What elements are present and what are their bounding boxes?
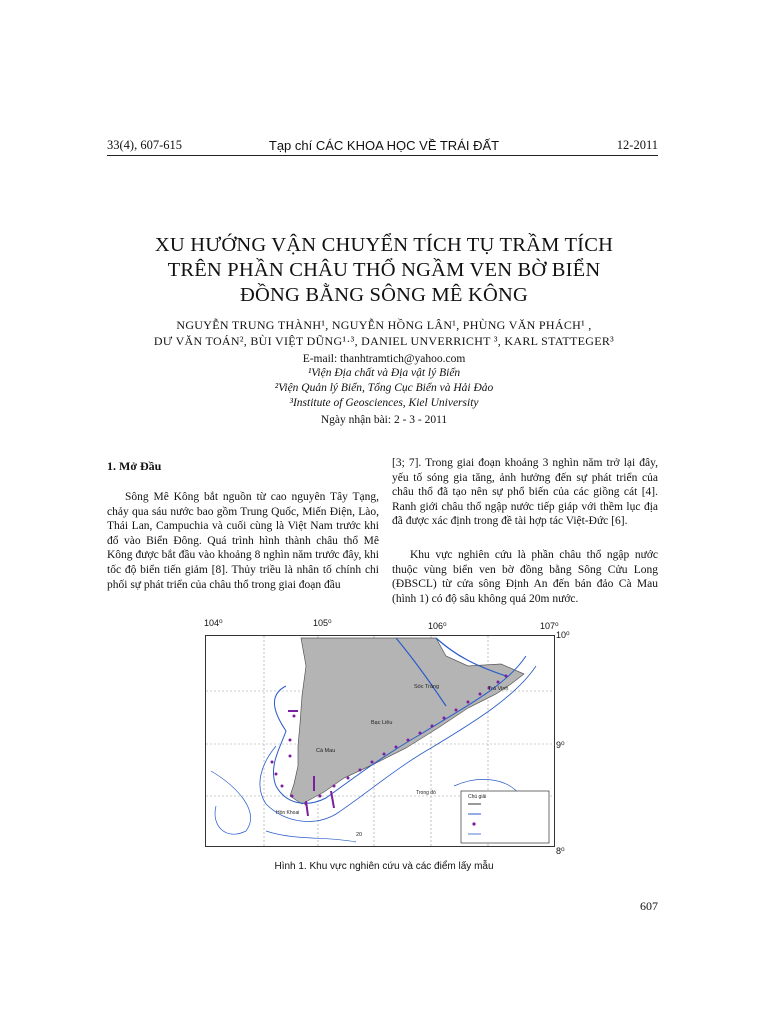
paper-title [80, 233, 688, 308]
place-label: Bạc Liêu [371, 720, 393, 726]
email: E-mail: thanhtramtich@yahoo.com [302, 353, 466, 365]
body-paragraph: [3; 7]. Trong giai đoạn khoảng 3 nghìn năm trở lại đây, yếu tố sóng gia tăng, ảnh hưởng đến sự phát triển của châu thổ đã tạo nên sự phổ biến của các giồng cát [4]. Ranh giới châu thổ ngập nước tiếp giáp với thềm lục địa đã được xác định trong đề tài hợp tác Việt-Đức [6]. [392, 457, 658, 528]
lon-label: 105⁰ [313, 618, 332, 628]
lon-label: 107⁰ [540, 621, 559, 631]
title-line: TRÊN PHẦN CHÂU THỔ NGẦM VEN BỜ BIỂN [167, 259, 601, 281]
place-label: Cà Mau [316, 748, 336, 754]
header-rule [107, 155, 658, 156]
body-paragraph: Khu vực nghiên cứu là phần châu thổ ngập nước thuộc vùng biển ven bờ đồng bằng Sông Cửu Long (ĐBSCL) từ cửa sông Định An đến bán đảo Cà Mau (hình 1) có độ sâu không quá 20m nước. [392, 549, 658, 605]
figure-caption: Hình 1. Khu vực nghiên cứu và các điểm lấy mẫu [274, 861, 494, 872]
affiliation-3: ³Institute of Geosciences, Kiel University [289, 397, 479, 409]
place-label: Trà Vinh [488, 686, 509, 692]
title-line: XU HƯỚNG VẬN CHUYỂN TÍCH TỤ TRẦM TÍCH [154, 234, 614, 256]
lat-label: 9⁰ [556, 740, 565, 750]
lat-label: 10⁰ [556, 630, 570, 640]
depth-label: 20 [356, 832, 363, 838]
received-date: Ngày nhận bài: 2 - 3 - 2011 [320, 414, 448, 426]
place-label: Trong đó [416, 790, 436, 796]
affiliation-1: ¹Viện Địa chất và Địa vật lý Biển [307, 367, 461, 379]
title-line: ĐỒNG BẰNG SÔNG MÊ KÔNG [240, 284, 528, 306]
land-mass [290, 638, 524, 804]
map-svg [206, 636, 554, 846]
place-label: Sóc Trăng [414, 684, 440, 690]
authors [80, 317, 688, 349]
body-paragraph: Sông Mê Kông bắt nguồn từ cao nguyên Tây Tạng, chảy qua sáu nước bao gồm Trung Quốc, Miến Điện, Lào, Thái Lan, Campuchia và cuối cùng là Việt Nam trước khi đổ vào Biển Đông. Quá trình hình thành châu thổ Mê Kông được bắt đầu vào khoảng 8 nghìn năm trước đây, khi tốc độ biển tiến giảm [8]. Thủy triều là nhân tố chính chi phối sự phát triển của châu thổ trong giai đoạn đầu [107, 491, 379, 591]
lat-label: 8⁰ [556, 846, 565, 856]
authors-line: DƯ VĂN TOÁN², BÙI VIỆT DŨNG¹·³, DANIEL UNVERRICHT ³, KARL STATTEGER³ [153, 334, 615, 348]
authors-line: NGUYỄN TRUNG THÀNH¹, NGUYỄN HỒNG LÂN¹, PHÙNG VĂN PHÁCH¹ , [176, 318, 592, 332]
study-area-map [205, 635, 555, 847]
affiliation-2: ²Viện Quản lý Biển, Tổng Cục Biển và Hải Đảo [274, 382, 494, 394]
contour-line [211, 771, 251, 834]
legend-title: Chú giải [468, 794, 487, 800]
place-label: Hòn Khoai [276, 810, 300, 816]
contour-line [266, 831, 356, 842]
issue-date: 12-2011 [616, 138, 658, 152]
lon-label: 104⁰ [204, 618, 223, 628]
journal-name: Tạp chí CÁC KHOA HỌC VỀ TRÁI ĐẤT [268, 138, 500, 153]
lon-label: 106⁰ [428, 621, 447, 631]
section-heading: 1. Mở Đầu [107, 459, 162, 473]
issue-number: 33(4), 607-615 [107, 138, 182, 152]
page-number: 607 [640, 899, 658, 913]
legend-swatch [472, 822, 475, 825]
